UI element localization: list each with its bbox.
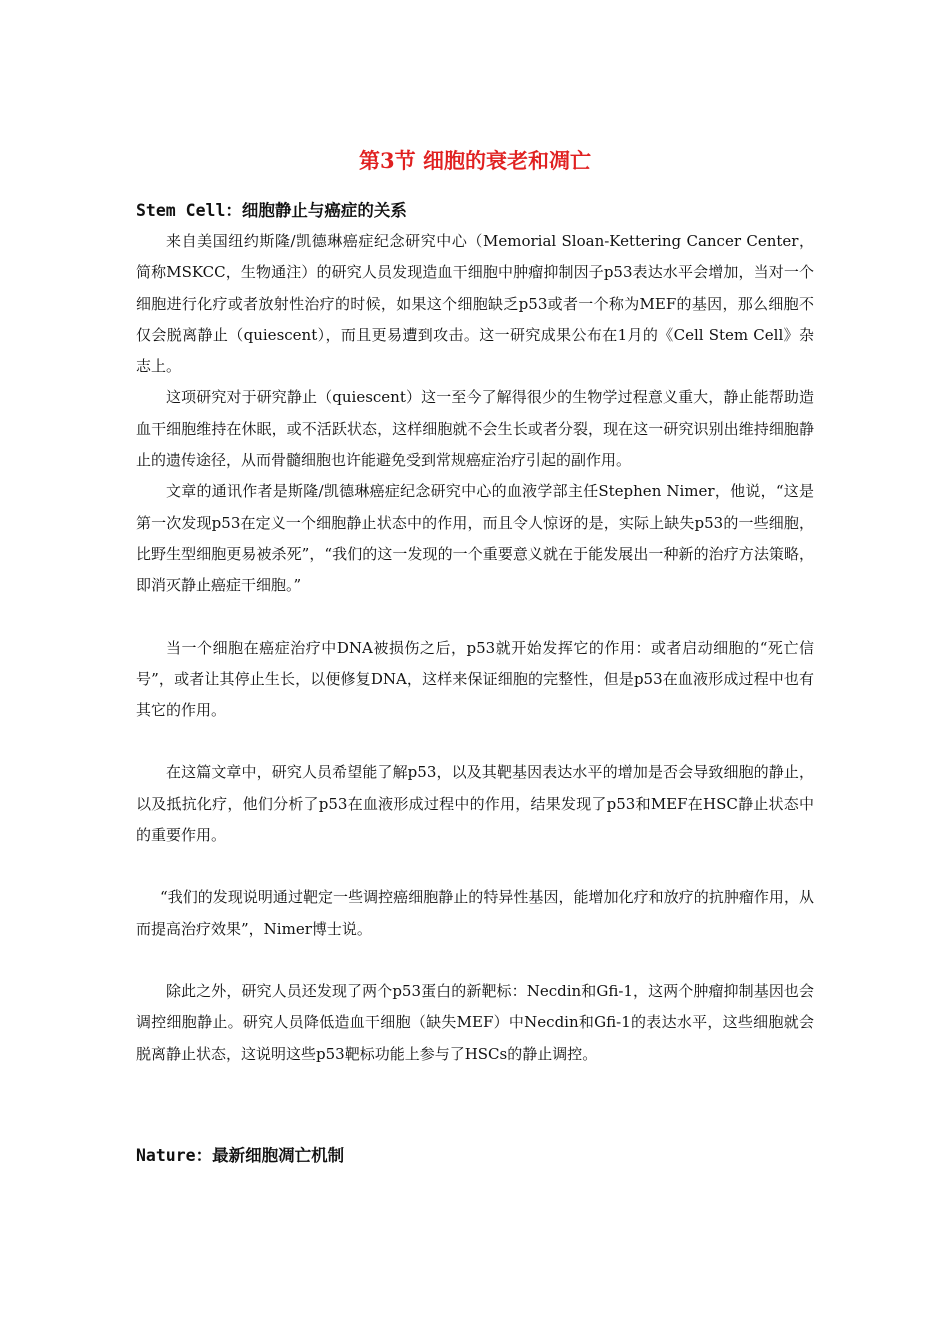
paragraph: 在这篇文章中，研究人员希望能了解p53，以及其靶基因表达水平的增加是否会导致细胞的静止，以及抵抗化疗，他们分析了p53在血液形成过程中的作用，结果发现了p53和MEF在HSC静止状态中的重要作用。 [136, 763, 814, 845]
section-body-stem-cell [136, 226, 814, 1070]
page-title: 第3节 细胞的衰老和凋亡 [359, 148, 591, 173]
paragraph: 文章的通讯作者是斯隆/凯德琳癌症纪念研究中心的血液学部主任Stephen Nimer，他说，“这是第一次发现p53在定义一个细胞静止状态中的作用，而且令人惊讶的是，实际上缺失p53的一些细胞，比野生型细胞更易被杀死”，“我们的这一发现的一个重要意义就在于能发展出一种新的治疗方法策略，即消灭静止癌症干细胞。” [136, 482, 814, 595]
section-heading-nature: Nature：最新细胞凋亡机制 [136, 1146, 345, 1165]
paragraph: 来自美国纽约斯隆/凯德琳癌症纪念研究中心（Memorial Sloan-Kettering Cancer Center，简称MSKCC，生物通注）的研究人员发现造血干细胞中肿瘤抑制因子p53表达水平会增加，当对一个细胞进行化疗或者放射性治疗的时候，如果这个细胞缺乏p53或者一个称为MEF的基因，那么细胞不仅会脱离静止（quiescent），而且更易遭到攻击。这一研究成果公布在1月的《Cell Stem Cell》杂志上。 [136, 232, 814, 376]
paragraph: “我们的发现说明通过靶定一些调控癌细胞静止的特异性基因，能增加化疗和放疗的抗肿瘤作用，从而提高治疗效果”，Nimer博士说。 [136, 888, 814, 938]
paragraph: 除此之外，研究人员还发现了两个p53蛋白的新靶标：Necdin和Gfi-1，这两个肿瘤抑制基因也会调控细胞静止。研究人员降低造血干细胞（缺失MEF）中Necdin和Gfi-1的表达水平，这些细胞就会脱离静止状态，这说明这些p53靶标功能上参与了HSCs的静止调控。 [136, 981, 814, 1063]
paragraph: 当一个细胞在癌症治疗中DNA被损伤之后，p53就开始发挥它的作用：或者启动细胞的“死亡信号”，或者让其停止生长，以便修复DNA，这样来保证细胞的完整性，但是p53在血液形成过程中也有其它的作用。 [136, 638, 814, 720]
paragraph: 这项研究对于研究静止（quiescent）这一至今了解得很少的生物学过程意义重大，静止能帮助造血干细胞维持在休眠，或不活跃状态，这样细胞就不会生长或者分裂，现在这一研究识别出维持细胞静止的遗传途径，从而骨髓细胞也许能避免受到常规癌症治疗引起的副作用。 [136, 388, 814, 470]
section-heading-stem-cell: Stem Cell：细胞静止与癌症的关系 [136, 201, 407, 220]
